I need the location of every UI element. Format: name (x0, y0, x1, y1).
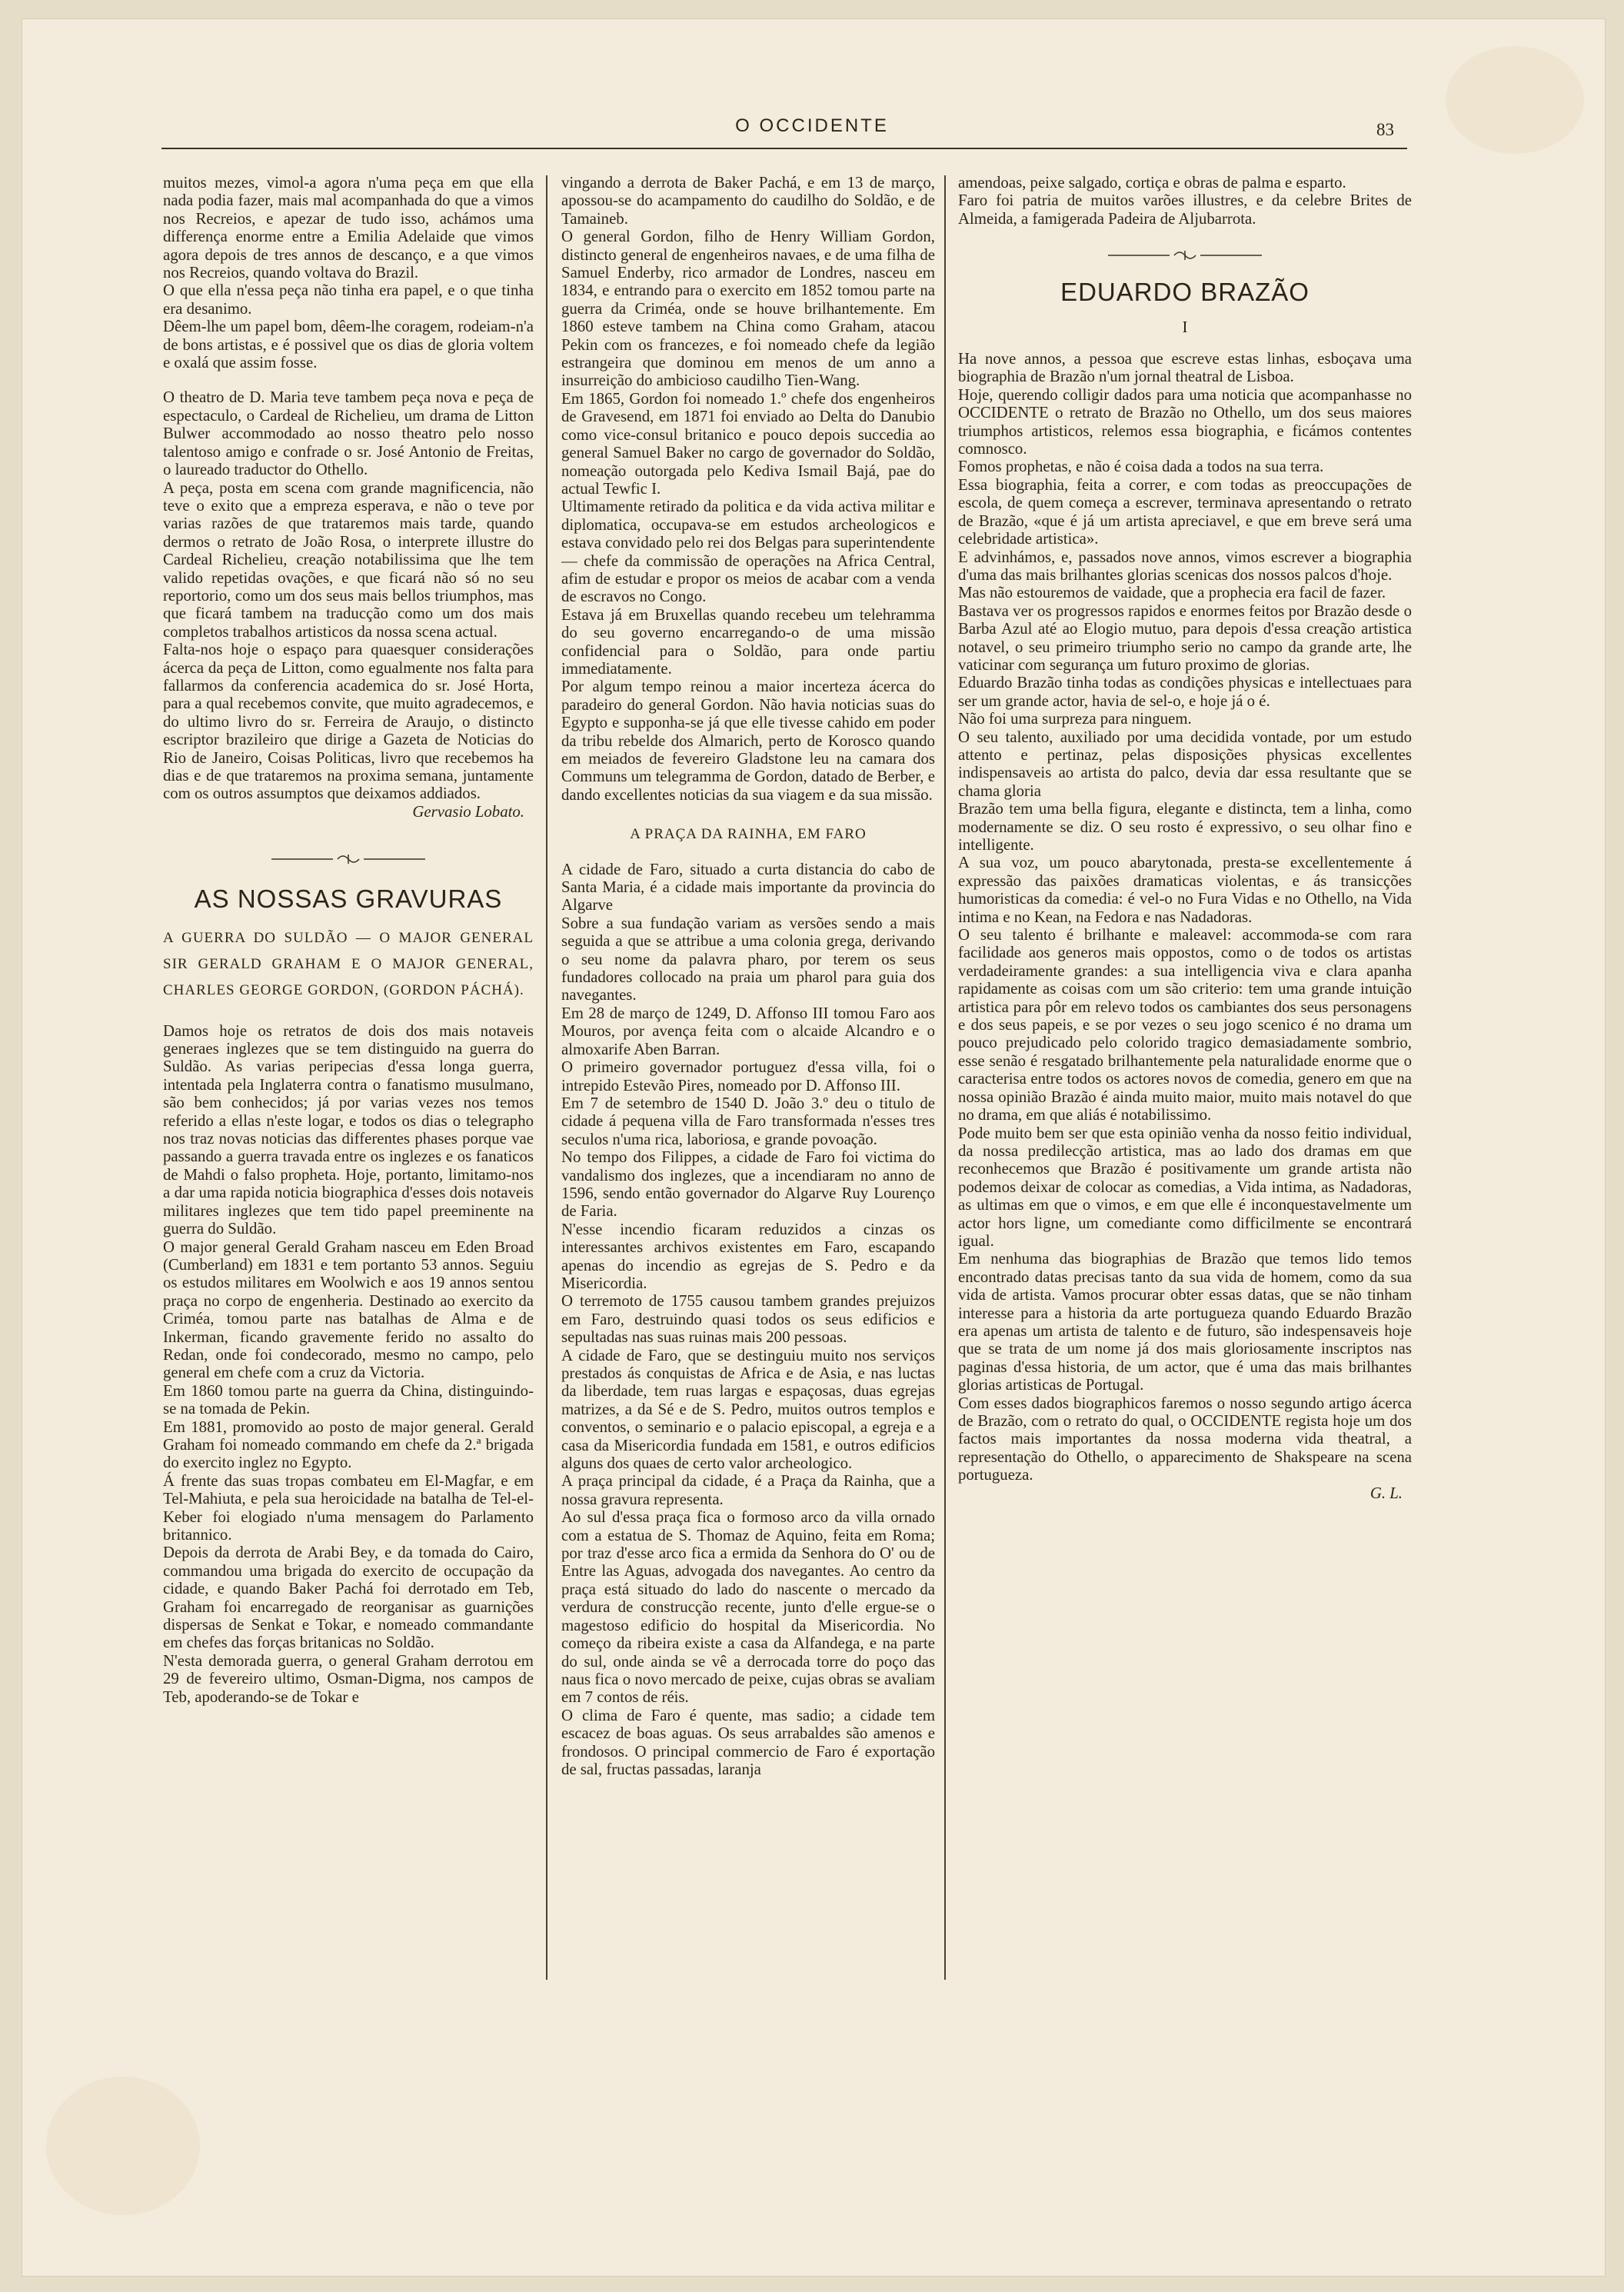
paragraph: O que ella n'essa peça não tinha era papel, e o que tinha era desanimo. (163, 282, 534, 318)
paragraph: Ha nove annos, a pessoa que escreve estas linhas, esboçava uma biographia de Brazão n'um jornal theatral de Lisboa. (958, 350, 1412, 386)
section-subtitle: A GUERRA DO SULDÃO — O MAJOR GENERAL SIR GERALD GRAHAM E O MAJOR GENERAL, CHARLES GEORGE GORDON, (GORDON PÁCHÁ). (163, 929, 534, 998)
ornament-divider (271, 851, 425, 867)
paragraph: Por algum tempo reinou a maior incerteza ácerca do paradeiro do general Gordon. Não havia noticias suas do Egypto e supponha-se já que elle tivesse cahido em poder da tribu rebelde dos Almarich, perto de Korosco quando em meiados de fevereiro Gladstone leu na camara dos Communs um telegramma de Gordon, datado de Berber, e dando excellentes noticias da sua viagem e da sua missão. (561, 678, 935, 804)
paragraph: A sua voz, um pouco abarytonada, presta-se excellentemente á expressão das paixões dramaticas violentas, e ás transicções humoristicas da comedia: é vel-o no Fura Vidas e no Othello, na Vida intima e no Kean, na Fedora e nas Nadadoras. (958, 854, 1412, 926)
paragraph: Em nenhuma das biographias de Brazão que temos lido temos encontrado datas precisas tanto da sua vida de homem, como da sua vida de artista. Vamos procurar obter essas datas, que se não tinham interesse para a historia da arte portugueza quando Eduardo Brazão era apenas um artista de talento e de futuro, são indespensaveis hoje que se trata de um nome já dos mais gloriosamente inscriptos nas paginas d'essa historia, de um actor, que é uma das mais brilhantes glorias artisticas de Portugal. (958, 1250, 1412, 1394)
column-1 (163, 174, 534, 1989)
section-title: AS NOSSAS GRAVURAS (194, 884, 503, 914)
paragraph: A peça, posta em scena com grande magnificencia, não teve o exito que a empreza esperava, e não o teve por varias razões de que trataremos mais tarde, quando dermos o retrato de João Rosa, o interprete illustre do Cardeal Richelieu, creação notabilissima que lhe tem valido repetidas ovações, e que ficará não só no seu reportorio, como um dos seus mais bellos triumphos, mas que ficará tambem na traducção como um dos mais completos trabalhos artisticos da nossa scena actual. (163, 478, 534, 641)
section-number: I (1182, 317, 1188, 336)
column-3 (958, 174, 1412, 1989)
ornament-divider (1108, 248, 1262, 263)
paragraph: O primeiro governador portuguez d'essa villa, foi o intrepido Estevão Pires, nomeado por D. Affonso III. (561, 1058, 935, 1094)
paragraph: Eduardo Brazão tinha todas as condições physicas e intellectuaes para ser um grande actor, havia de sel-o, e hoje já o é. (958, 674, 1412, 710)
paragraph: Fomos prophetas, e não é coisa dada a todos na sua terra. (958, 458, 1324, 476)
paragraph: Estava já em Bruxellas quando recebeu um telehramma do seu governo encarregando-o de uma missão confidencial para o Soldão, para onde partiu immediatamente. (561, 605, 935, 678)
paragraph: O major general Gerald Graham nasceu em Eden Broad (Cumberland) em 1831 e tem portanto 53 annos. Seguiu os estudos militares em Woolwich e aos 19 annos sentou praça no corpo de engenheria. Destinado ao exercito da Criméa, tomou parte nas batalhas de Alma e de Inkerman, ficando gravemente ferido no assalto do Redan, onde foi condecorado, mesmo no campo, pelo general em chefe com a cruz da Victoria. (163, 1238, 534, 1382)
paragraph: muitos mezes, vimol-a agora n'uma peça em que ella nada podia fazer, mais mal acompanhada do que a vimos nos Recreios, e apezar de tudo isso, achámos uma differença enorme entre a Emilia Adelaide que vimos agora depois de tres annos de descanço, e a que vimos nos Recreios, quando voltava do Brazil. (163, 174, 534, 282)
paragraph: O seu talento é brilhante e maleavel: accommoda-se com rara facilidade aos generos mais oppostos, como o de todos os artistas verdadeiramente grandes: a sua intelligencia viva e clara apanha rapidamente as coisas com um são criterio: tem uma grande intuição artistica para pôr em relevo todos os cambiantes dos seus personagens e dos seus papeis, e se por vezes o seu jogo scenico é no drama um pouco prejudicado pelo colorido tragico demasiadamente sombrio, esse senão é resgatado brilhantemente pela naturalidade enorme que o caracterisa entre todos os actores novos de comedia, genero em que na nossa opinião Brazão é ainda muito maior, muito mais notavel do que no drama, em que aliás é notabilissimo. (958, 926, 1412, 1124)
paragraph: Mas não estouremos de vaidade, que a prophecia era facil de fazer. (958, 584, 1386, 602)
paragraph: Brazão tem uma bella figura, elegante e distincta, tem a linha, como modernamente se diz. O seu rosto é expressivo, o seu olhar fino e intelligente. (958, 800, 1412, 854)
paper-stain (46, 2077, 200, 2215)
paragraph: Faro foi patria de muitos varões illustres, e da celebre Brites de Almeida, a famigerada Padeira de Aljubarrota. (958, 192, 1412, 228)
paragraph: Ao sul d'essa praça fica o formoso arco da villa ornado com a estatua de S. Thomaz de Aquino, feita em Roma; por traz d'esse arco fica a ermida da Senhora do O' ou de Entre las Aguas, advogada dos navegantes. Ao centro da praça está situado do lado do nascente o mercado da verdura de construcção recente, junto d'elle ergue-se o magestoso edificio do hospital da Misericordia. No começo da ribeira existe a casa da Alfandega, e na parte do sul, onde ainda se vê a derrocada torre do poço das naus fica o novo mercado de peixe, cujas obras se avaliam em 7 contos de réis. (561, 1508, 935, 1707)
section-title: A PRAÇA DA RAINHA, EM FARO (630, 826, 867, 843)
paragraph: Á frente das suas tropas combateu em El-Magfar, e em Tel-Mahiuta, e pela sua heroicidade na batalha de Tel-el-Keber foi elogiado n'uma mensagem do Parlamento britannico. (163, 1471, 534, 1544)
paragraph: Não foi uma surpreza para ninguem. (958, 710, 1192, 728)
paper-stain (1446, 46, 1584, 154)
paragraph: Em 1865, Gordon foi nomeado 1.º chefe dos engenheiros de Gravesend, em 1871 foi enviado ao Delta do Danubio como vice-consul britanico e pouco depois succedia ao general Samuel Baker no cargo de governador do Soldão, nomeação outorgada pelo Kediva Ismail Bajá, pae do actual Tewfic I. (561, 389, 935, 498)
paragraph: Dêem-lhe um papel bom, dêem-lhe coragem, rodeiam-n'a de bons artistas, e é possivel que os dias de gloria voltem e oxalá que assim fosse. (163, 318, 534, 372)
column-divider (944, 175, 946, 1980)
paragraph: A cidade de Faro, situado a curta distancia do cabo de Santa Maria, é a cidade mais importante da provincia do Algarve (561, 860, 935, 914)
paragraph: Em 1860 tomou parte na guerra da China, distinguindo-se na tomada de Pekin. (163, 1381, 534, 1418)
paragraph: O general Gordon, filho de Henry William Gordon, distincto general de engenheiros navaes, e de uma filha de Samuel Enderby, rico armador de Londres, nasceu em 1834, e entrando para o exercito em 1852 tomou parte na guerra da Criméa, onde se houve brilhantemente. Em 1860 esteve tambem na China como Graham, atacou Pekin com os francezes, e foi nomeado chefe da legião estrangeira que dominou em menos de um anno a insurreição do ambicioso caudilho Tien-Wang. (561, 228, 935, 390)
header-rule (161, 148, 1407, 149)
paragraph: Bastava ver os progressos rapidos e enormes feitos por Brazão desde o Barba Azul até ao Elogio mutuo, para depois d'essa creação artistica notavel, o seu primeiro triumpho serio no campo da grande arte, lhe vaticinar com segurança um futuro proximo de glorias. (958, 601, 1412, 674)
paragraph: E advinhámos, e, passados nove annos, vimos escrever a biographia d'uma das mais brilhantes glorias scenicas dos nossos palcos d'hoje. (958, 548, 1412, 584)
page-header-title: O OCCIDENTE (735, 115, 889, 136)
paragraph: Falta-nos hoje o espaço para quaesquer considerações ácerca da peça de Litton, como egualmente nos falta para fallarmos da conferencia academica do sr. José Horta, para a qual recebemos convite, que muito agradecemos, e do ultimo livro do sr. Ferreira de Araujo, o distincto escriptor brazileiro que dirige a Gazeta de Noticias do Rio de Janeiro, Coisas Politicas, livro que recebemos ha dias e de que trataremos na proxima semana, juntamente com os outros assumptos que deixamos addiados. (163, 641, 534, 803)
paragraph: Em 1881, promovido ao posto de major general. Gerald Graham foi nomeado commando em chefe da 2.ª brigada do exercito inglez no Egypto. (163, 1418, 534, 1472)
paragraph: amendoas, peixe salgado, cortiça e obras de palma e esparto. (958, 174, 1346, 192)
section-title: EDUARDO BRAZÃO (1060, 278, 1310, 307)
paragraph: Essa biographia, feita a correr, e com todas as preoccupações de escola, de quem começa a escrever, terminava apresentando o retrato de Brazão, «que é já um artista apreciavel, e que em breve será uma celebridade artistica». (958, 475, 1412, 548)
paragraph: A cidade de Faro, que se destinguiu muito nos serviços prestados ás conquistas de Africa e de Asia, e nas luctas da liberdade, tem ruas largas e espaçosas, duas egrejas matrizes, a da Sé e de S. Pedro, muitos outros templos e conventos, o seminario e o palacio episcopal, a egreja e a casa da Misericordia fundada em 1581, e outros edificios alguns dos quaes de certo valor archeologico. (561, 1346, 935, 1473)
paragraph: O seu talento, auxiliado por uma decidida vontade, por um estudo attento e pertinaz, pelas disposições physicas excellentes indispensaveis ao artista do palco, devia dar essa resultante que se chama gloria (958, 728, 1412, 800)
paragraph: Em 7 de setembro de 1540 D. João 3.º deu o titulo de cidade á pequena villa de Faro transformada n'esses tres seculos n'uma rica, laboriosa, e grande povoação. (561, 1094, 935, 1148)
paragraph: O clima de Faro é quente, mas sadio; a cidade tem escacez de boas aguas. Os seus arrabaldes são amenos e frondosos. O principal commercio de Faro é exportação de sal, fructas passadas, laranja (561, 1706, 935, 1778)
paragraph: A praça principal da cidade, é a Praça da Rainha, que a nossa gravura representa. (561, 1472, 935, 1508)
column-2 (561, 174, 935, 1989)
paragraph: Hoje, querendo colligir dados para uma noticia que acompanhasse no OCCIDENTE o retrato de Brazão no Othello, um dos seus maiores triumphos artisticos, relemos essa biographia, e ficámos contentes comnosco. (958, 385, 1412, 458)
page-number: 83 (1376, 120, 1394, 139)
paragraph: Depois da derrota de Arabi Bey, e da tomada do Cairo, commandou uma brigada do exercito de occupação da cidade, e quando Baker Pachá foi derrotado em Teb, Graham foi encarregado de reorganisar as guarnições dispersas de Senkat e Tokar, e nomeado commandante em chefes das forças britanicas no Soldão. (163, 1544, 534, 1652)
paragraph: Com esses dados biographicos faremos o nosso segundo artigo ácerca de Brazão, com o retrato do qual, o OCCIDENTE regista hoje um dos factos mais importantes da nossa moderna vida theatral, a representação do Othello, o apparecimento de Shakspeare na scena portugueza. (958, 1394, 1412, 1484)
signature: Gervasio Lobato. (412, 802, 524, 821)
paragraph: Pode muito bem ser que esta opinião venha da nosso feitio individual, da nossa predilecção artistica, mas ao lado dos dramas em que reconhecemos que Brazão é positivamente um grande artista não podemos deixar de colocar as comedias, a Vida intima, as Nadadoras, as ultimas em que o vimos, e em que elle é inconquestavelmente um actor hors ligne, um comediante como difficilmente se encontrará igual. (958, 1124, 1412, 1250)
paragraph: Damos hoje os retratos de dois dos mais notaveis generaes inglezes que se tem distinguido na guerra do Suldão. As varias peripecias d'essa longa guerra, intentada pela Inglaterra contra o fanatismo musulmano, são bem conhecidos; já por varias vezes nos temos referido a ellas n'este logar, e todos os dias o telegrapho nos traz novas noticias das differentes phases porque vae passando a guerra travada entre os inglezes e os fanaticos de Mahdi o falso propheta. Hoje, portanto, limitamo-nos a dar uma rapida noticia biographica d'esses dois notaveis militares inglezes que tem tido papel preeminente na guerra do Suldão. (163, 1021, 534, 1238)
paragraph: O terremoto de 1755 causou tambem grandes prejuizos em Faro, destruindo quasi todos os seus edificios e sepultadas nas suas ruinas mais 200 pessoas. (561, 1292, 935, 1347)
paragraph: N'esse incendio ficaram reduzidos a cinzas os interessantes archivos existentes em Faro, escapando apenas do incendio as egrejas de S. Pedro e da Misericordia. (561, 1220, 935, 1292)
paragraph: Em 28 de março de 1249, D. Affonso III tomou Faro aos Mouros, por avença feita com o alcaide Alcandro e o almoxarife Aben Barran. (561, 1004, 935, 1058)
paragraph: vingando a derrota de Baker Pachá, e em 13 de março, apossou-se do acampamento do caudilho do Soldão, e de Tamaineb. (561, 174, 935, 228)
paragraph: O theatro de D. Maria teve tambem peça nova e peça de espectaculo, o Cardeal de Richelieu, um drama de Litton Bulwer accommodado ao nosso theatro pelo nosso talentoso amigo e confrade o sr. José Antonio de Freitas, o laureado traductor do Othello. (163, 388, 534, 479)
column-divider (546, 175, 547, 1980)
paragraph: Ultimamente retirado da politica e da vida activa militar e diplomatica, occupava-se em estudos archeologicos e estava convidado pelo rei dos Belgas para superintendente — chefe da commissão de operações na Africa Central, afim de estudar e propor os meios de acabar com a venda de escravos no Congo. (561, 498, 935, 606)
paragraph: No tempo dos Filippes, a cidade de Faro foi victima do vandalismo dos inglezes, que a incendiaram no anno de 1596, sendo então governador do Algarve Ruy Lourenço de Faria. (561, 1148, 935, 1221)
signature: G. L. (1369, 1484, 1403, 1502)
paragraph: N'esta demorada guerra, o general Graham derrotou em 29 de fevereiro ultimo, Osman-Digma, nos campos de Teb, apoderando-se de Tokar e (163, 1651, 534, 1706)
paragraph: Sobre a sua fundação variam as versões sendo a mais seguida a que se attribue a uma colonia grega, derivando o seu nome da palavra pharo, por terem os seus fundadores collocado na praia um pharol para guia dos navegantes. (561, 914, 935, 1004)
